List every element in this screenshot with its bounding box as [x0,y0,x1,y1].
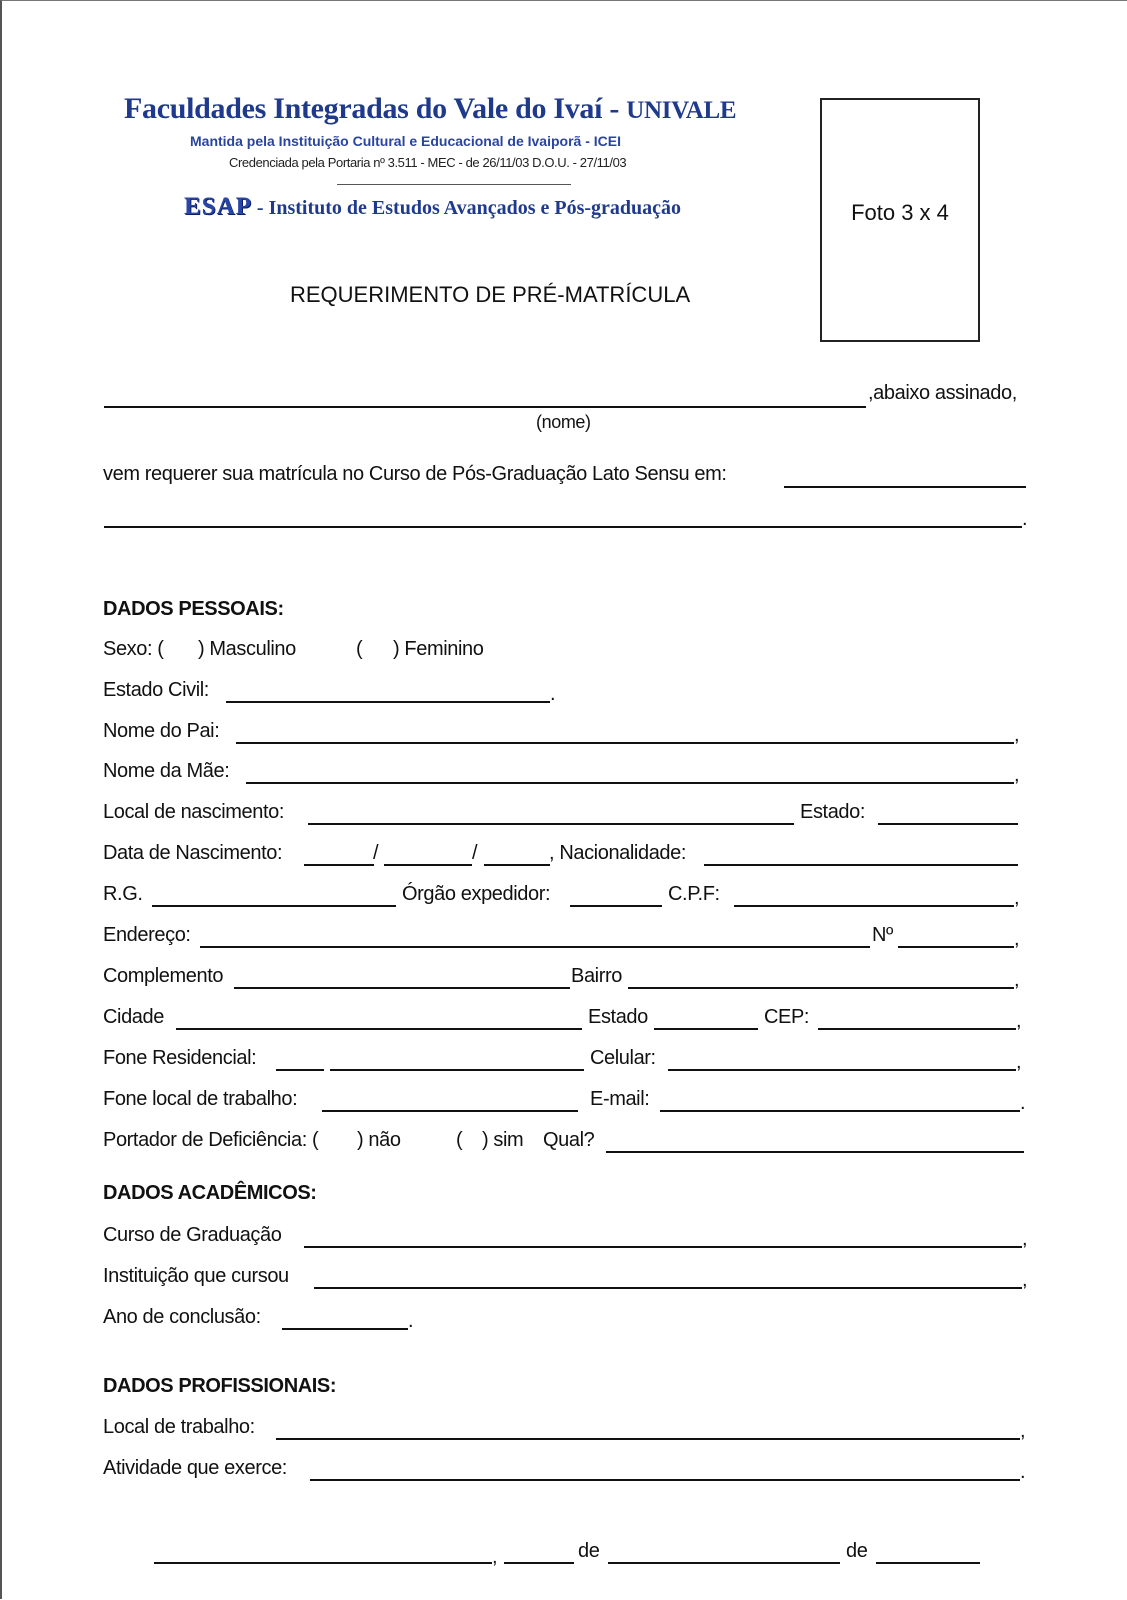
header-divider [337,184,571,185]
birthplace-state-label: Estado: [800,801,866,823]
name-caption: (nome) [536,412,591,432]
female-open[interactable]: ( [356,638,363,660]
place-line[interactable] [154,1562,492,1564]
footer-de-1: de [578,1540,600,1562]
course-line-1[interactable] [784,486,1026,488]
neighborhood-comma: , [1014,969,1020,991]
personal-heading: DADOS PESSOAIS: [103,598,284,620]
father-label: Nome do Pai: [103,720,220,742]
maintainer-line: Mantida pela Instituição Cultural e Educacional de Ivaiporã - ICEI [190,133,621,149]
birth-day-line[interactable] [304,864,374,866]
mobile-label: Celular: [590,1047,656,1069]
disability-which-line[interactable] [606,1151,1024,1153]
complement-line[interactable] [234,987,570,989]
birth-slash-2: / [472,842,478,864]
home-phone-label: Fone Residencial: [103,1047,257,1069]
disability-label: Portador de Deficiência: ( [103,1129,319,1151]
graduation-course-line[interactable] [304,1246,1022,1248]
institution-name: Faculdades Integradas do Vale do Ivaí - [124,92,627,125]
home-phone-area-line[interactable] [276,1069,324,1071]
cpf-line[interactable] [734,905,1014,907]
work-phone-label: Fone local de trabalho: [103,1088,298,1110]
conclusion-year-label: Ano de conclusão: [103,1306,261,1328]
rg-label: R.G. [103,883,143,905]
address-label: Endereço: [103,924,191,946]
cpf-comma: , [1014,887,1020,909]
academic-heading: DADOS ACADÊMICOS: [103,1182,317,1204]
birthdate-label: Data de Nascimento: [103,842,283,864]
footer-de-2: de [846,1540,868,1562]
neighborhood-label: Bairro [571,965,622,987]
signed-below-text: ,abaixo assinado, [868,382,1017,404]
birth-slash-1: / [373,842,379,864]
accreditation-line: Credenciada pela Portaria nº 3.511 - MEC - de 26/11/03 D.O.U. - 27/11/03 [229,155,627,170]
civil-status-label: Estado Civil: [103,679,209,701]
graduation-course-comma: , [1022,1228,1028,1250]
photo-box [820,98,980,342]
email-dot: . [1020,1092,1026,1114]
disability-yes-option[interactable]: ) sim [482,1129,524,1151]
cpf-label: C.P.F: [668,883,720,905]
neighborhood-line[interactable] [628,987,1014,989]
mother-line[interactable] [246,782,1014,784]
number-comma: , [1014,928,1020,950]
esap-name: - Instituto de Estudos Avançados e Pós-graduação [251,197,682,219]
mother-label: Nome da Mãe: [103,760,230,782]
home-phone-line[interactable] [330,1069,584,1071]
name-line[interactable] [104,406,866,408]
male-option[interactable]: ) Masculino [198,638,296,660]
activity-label: Atividade que exerce: [103,1457,287,1479]
year-line[interactable] [876,1562,980,1564]
mobile-line[interactable] [668,1069,1016,1071]
work-phone-line[interactable] [322,1110,578,1112]
activity-dot: . [1020,1461,1026,1483]
activity-line[interactable] [310,1479,1020,1481]
disability-which-label: Qual? [543,1129,595,1151]
graduation-course-label: Curso de Graduação [103,1224,282,1246]
mother-comma: , [1014,764,1020,786]
photo-label: Foto 3 x 4 [851,200,949,225]
issuer-line[interactable] [570,905,662,907]
esap-line [184,193,681,221]
esap-logo: ESAP [184,193,252,220]
birth-month-line[interactable] [384,864,472,866]
workplace-comma: , [1020,1420,1026,1442]
email-line[interactable] [660,1110,1020,1112]
civil-status-line[interactable] [226,701,550,703]
address-line[interactable] [200,946,870,948]
institution-attended-label: Instituição que cursou [103,1265,289,1287]
birthplace-state-line[interactable] [878,823,1018,825]
birthplace-line[interactable] [308,823,794,825]
conclusion-year-line[interactable] [282,1328,408,1330]
course-line-2[interactable] [104,526,1022,528]
issuer-label: Órgão expedidor: [402,883,551,905]
day-line[interactable] [504,1562,574,1564]
cep-line[interactable] [818,1028,1016,1030]
state-label: Estado [588,1006,648,1028]
month-line[interactable] [608,1562,840,1564]
birthplace-label: Local de nascimento: [103,801,285,823]
professional-heading: DADOS PROFISSIONAIS: [103,1375,337,1397]
city-label: Cidade [103,1006,164,1028]
conclusion-year-dot: . [408,1310,414,1332]
mobile-comma: , [1016,1051,1022,1073]
city-line[interactable] [176,1028,582,1030]
nationality-line[interactable] [704,864,1018,866]
female-option[interactable]: ) Feminino [393,638,484,660]
cep-label: CEP: [764,1006,810,1028]
disability-yes-open[interactable]: ( [456,1129,463,1151]
institution-attended-comma: , [1022,1269,1028,1291]
number-line[interactable] [898,946,1014,948]
place-comma: , [492,1546,498,1568]
institution-title [124,92,736,126]
cep-comma: , [1016,1010,1022,1032]
disability-no-option[interactable]: ) não [357,1129,401,1151]
number-label: Nº [872,924,893,946]
course-period: . [1022,508,1028,530]
rg-line[interactable] [152,905,396,907]
institution-attended-line[interactable] [314,1287,1022,1289]
state-line[interactable] [654,1028,758,1030]
nationality-label: , Nacionalidade: [549,842,687,864]
birth-year-line[interactable] [484,864,550,866]
institution-acronym: UNIVALE [626,97,737,124]
sex-label: Sexo: ( [103,638,164,660]
email-label: E-mail: [590,1088,650,1110]
workplace-label: Local de trabalho: [103,1416,255,1438]
request-text: vem requerer sua matrícula no Curso de Pós-Graduação Lato Sensu em: [103,463,727,485]
civil-status-dot: . [550,683,556,705]
workplace-line[interactable] [276,1438,1020,1440]
document-title: REQUERIMENTO DE PRÉ-MATRÍCULA [290,282,691,307]
father-line[interactable] [236,742,1014,744]
complement-label: Complemento [103,965,224,987]
father-comma: , [1014,724,1020,746]
